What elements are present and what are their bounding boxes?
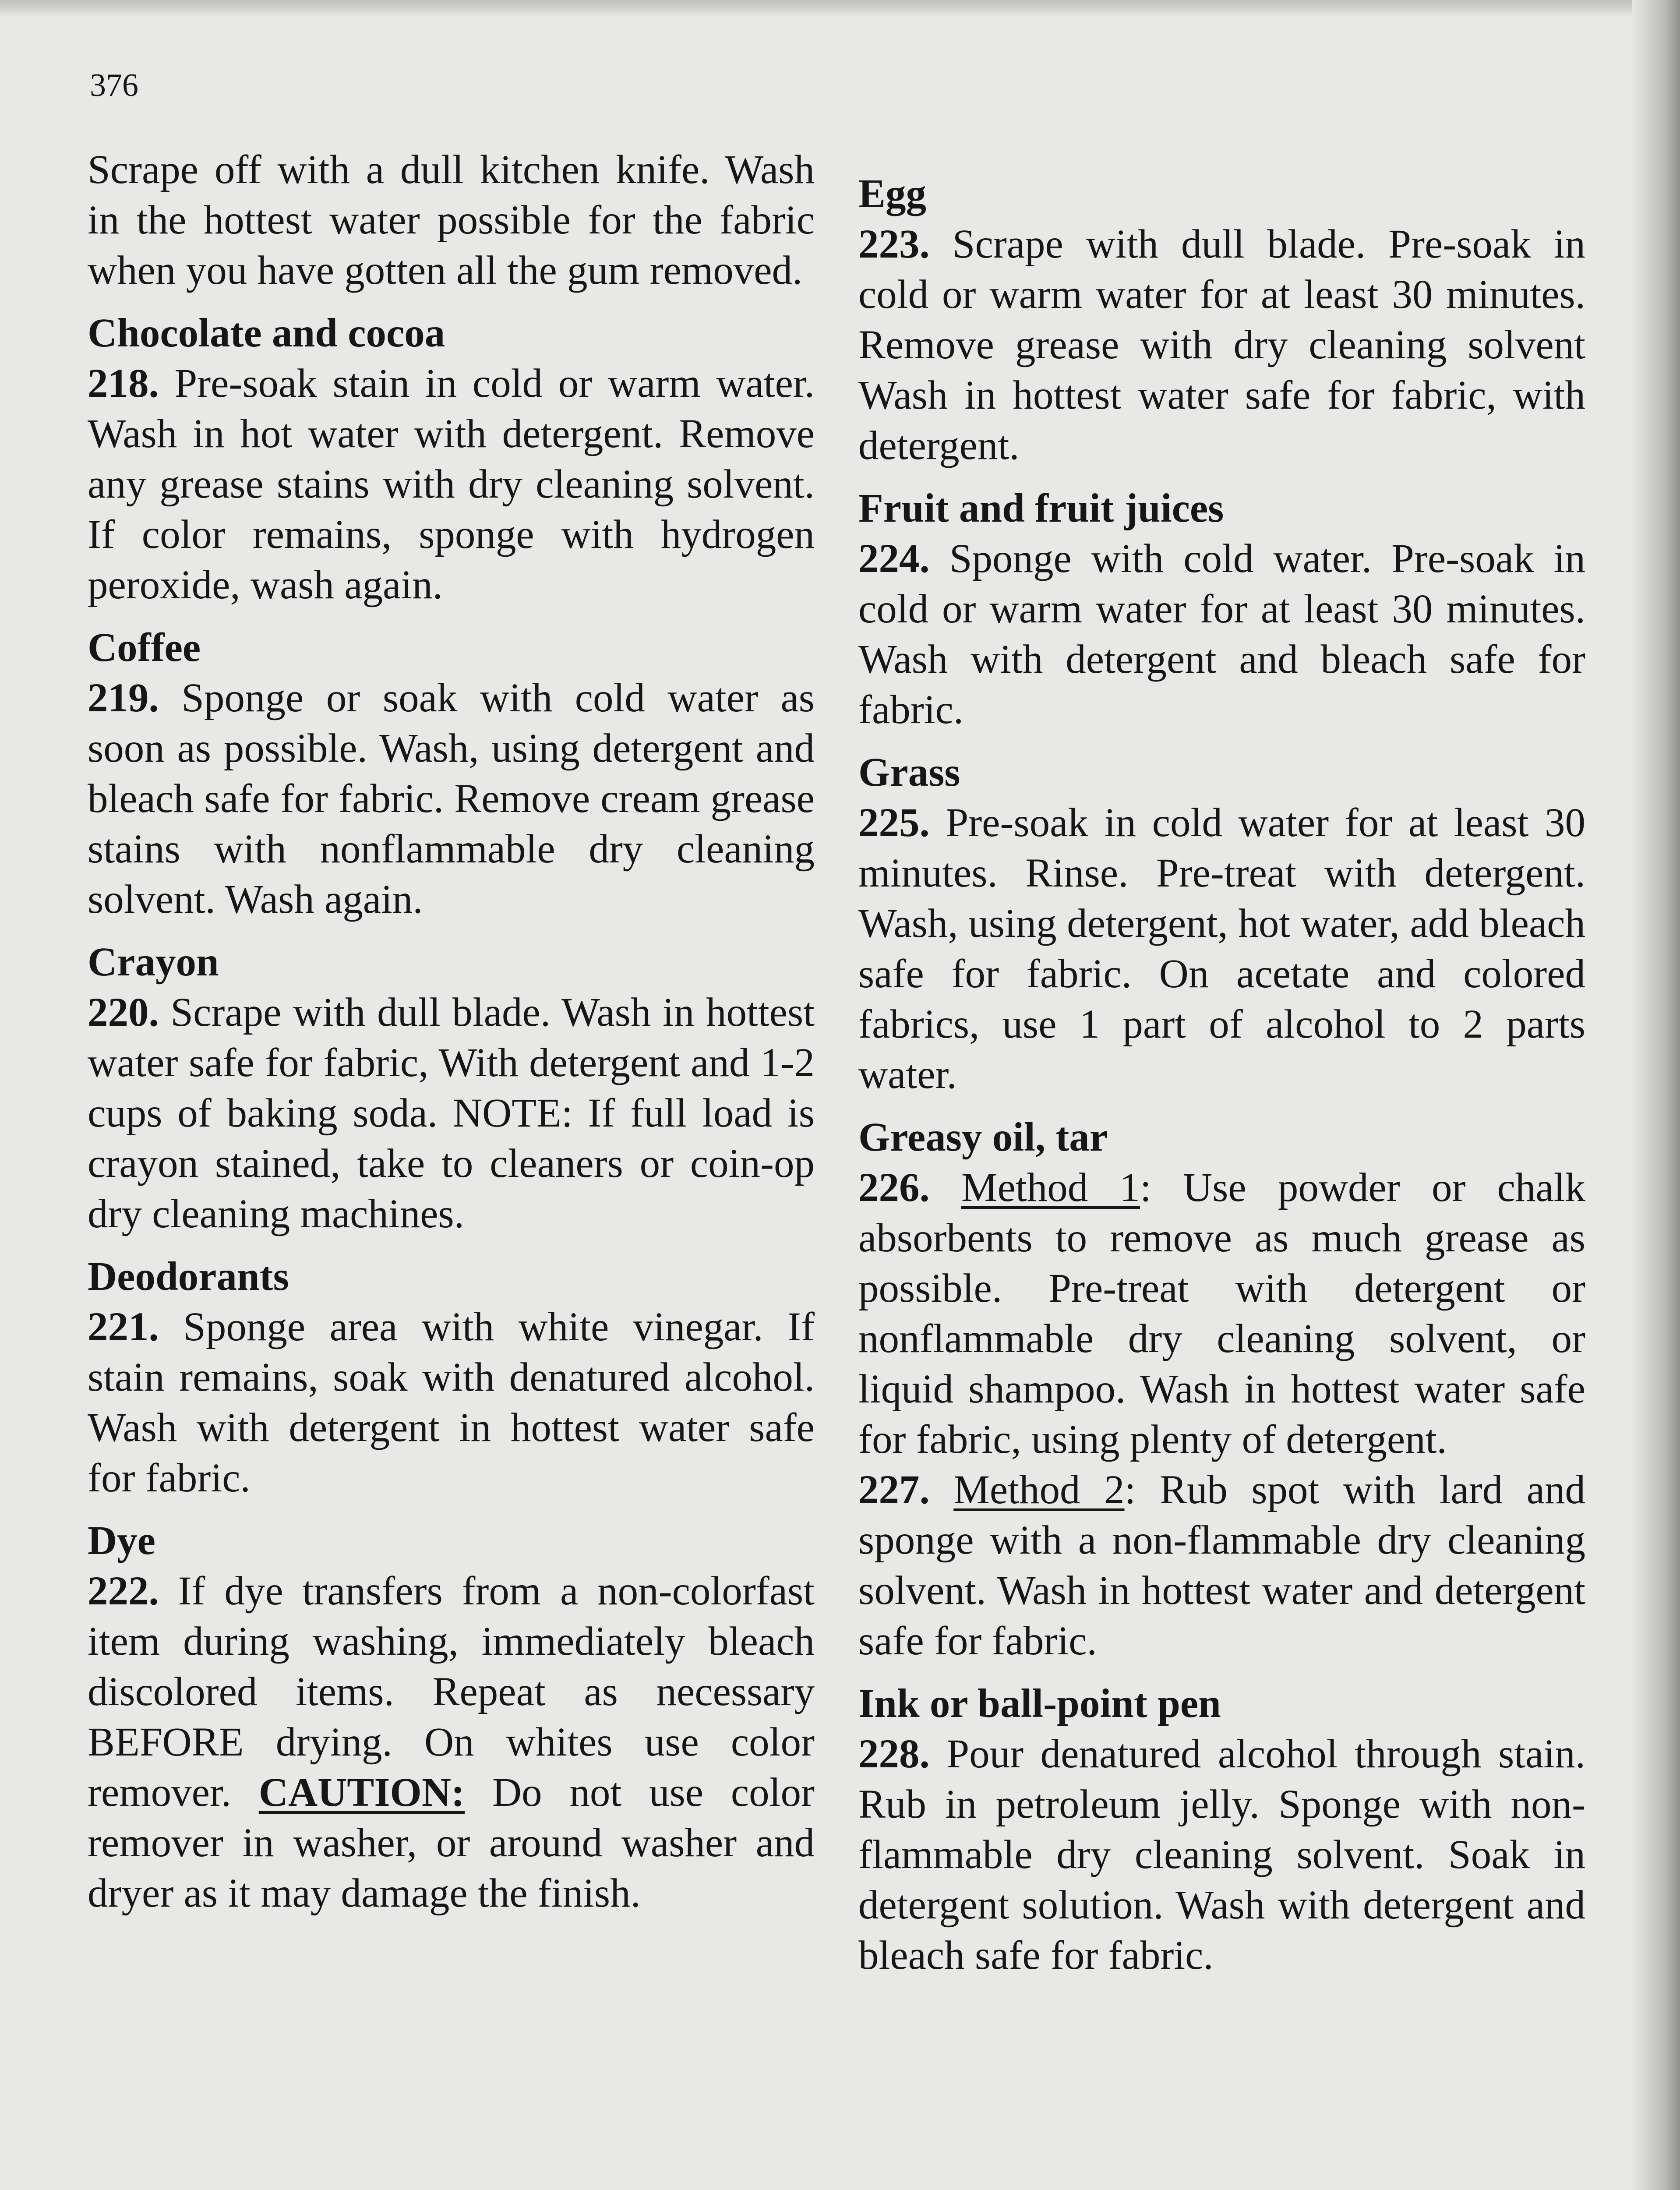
entry-text: Scrape with dull blade. Wash in hottest water safe for fabric, With detergent and 1-2 cups of baking soda. NOTE: If full load is crayon stained, take to cleaners or coin-op dry cleaning machines. — [88, 990, 815, 1236]
entry-text: Scrape with dull blade. Pre-soak in cold or warm water for at least 30 minutes. Remove grease with dry cleaning solvent Wash in hottest water safe for fabric, with detergent. — [858, 222, 1585, 468]
entry-heading: Egg — [858, 171, 927, 216]
method-1-paragraph — [858, 1162, 1585, 1465]
right-column — [858, 169, 1585, 1993]
entry-text: Sponge area with white vinegar. If stain remains, soak with denatured alcohol. Wash with detergent in hottest water safe for fabric. — [88, 1304, 815, 1501]
entry-egg — [858, 169, 1585, 471]
entry-number: 219. — [88, 675, 159, 721]
entry-deodorants — [88, 1251, 815, 1503]
entry-number: 218. — [88, 361, 159, 406]
entry-greasy — [858, 1112, 1585, 1666]
entry-chocolate — [88, 308, 815, 610]
entry-text: Pre-soak stain in cold or warm water. Wash in hot water with detergent. Remove any grease stains with dry cleaning solvent. If color remains, sponge with hydrogen peroxide, wash again. — [88, 361, 815, 608]
entry-text: : Use powder or chalk absorbents to remove as much grease as possible. Pre-treat with detergent or nonflammable dry cleaning solvent, or liquid shampoo. Wash in hottest water safe for fabric, using plenty of detergent. — [858, 1165, 1586, 1462]
entry-number: 225. — [858, 800, 930, 845]
entry-heading: Greasy oil, tar — [858, 1115, 1108, 1160]
method-2-paragraph — [858, 1465, 1585, 1666]
entry-fruit — [858, 483, 1585, 735]
left-column — [88, 145, 815, 1931]
entry-heading: Coffee — [88, 625, 201, 670]
entry-number: 226. — [858, 1165, 930, 1210]
entry-text: Do not use color remover in washer, or around washer and dryer as it may damage the finish. — [88, 1770, 815, 1916]
entry-crayon — [88, 937, 815, 1239]
caution-label: CAUTION: — [258, 1770, 465, 1815]
entry-number: 221. — [88, 1304, 159, 1349]
entry-heading: Chocolate and cocoa — [88, 311, 445, 356]
entry-heading: Ink or ball-point pen — [858, 1681, 1221, 1726]
entry-heading: Deodorants — [88, 1254, 289, 1299]
entry-heading: Dye — [88, 1518, 155, 1563]
method-label: Method 2 — [953, 1467, 1125, 1512]
page-binding-shadow — [1632, 0, 1680, 2190]
entry-grass — [858, 747, 1585, 1100]
entry-text: : Rub spot with lard and sponge with a non-flammable dry cleaning solvent. Wash in hottest water and detergent safe for fabric. — [858, 1467, 1586, 1664]
entry-number: 223. — [858, 222, 930, 267]
entry-number: 222. — [88, 1568, 159, 1614]
entry-number: 220. — [88, 990, 159, 1035]
entry-dye — [88, 1515, 815, 1918]
entry-number: 228. — [858, 1731, 930, 1777]
entry-number: 227. — [858, 1467, 930, 1512]
entry-heading: Crayon — [88, 940, 219, 985]
entry-text: Pre-soak in cold water for at least 30 minutes. Rinse. Pre-treat with detergent. Wash, using detergent, hot water, add bleach safe for fabric. On acetate and colored fabrics, use 1 part of alcohol to 2 parts water. — [858, 800, 1585, 1097]
page-number: 376 — [90, 67, 138, 103]
entry-heading: Grass — [858, 750, 960, 795]
entry-coffee — [88, 622, 815, 925]
entry-heading: Fruit and fruit juices — [858, 486, 1224, 531]
entry-text: Sponge with cold water. Pre-soak in cold or warm water for at least 30 minutes. Wash with detergent and bleach safe for fabric. — [858, 536, 1585, 732]
entry-text: Pour denatured alcohol through stain. Rub in petroleum jelly. Sponge with non-flammable dry cleaning solvent. Soak in detergent solution. Wash with detergent and bleach safe for fabric. — [858, 1731, 1585, 1978]
page-top-shadow — [0, 0, 1680, 18]
entry-text: Sponge or soak with cold water as soon as possible. Wash, using detergent and bleach safe for fabric. Remove cream grease stains with nonflammable dry cleaning solvent. Wash again. — [88, 675, 815, 922]
method-label: Method 1 — [961, 1165, 1140, 1210]
gum-intro-text: Scrape off with a dull kitchen knife. Wash in the hottest water possible for the fabric when you have gotten all the gum removed. — [88, 147, 815, 293]
entry-number: 224. — [858, 536, 930, 581]
entry-text: If dye transfers from a non-colorfast item during washing, immediately bleach discolored items. Repeat as necessary BEFORE drying. On whites use color remover. — [88, 1568, 815, 1815]
entry-ink — [858, 1678, 1585, 1981]
